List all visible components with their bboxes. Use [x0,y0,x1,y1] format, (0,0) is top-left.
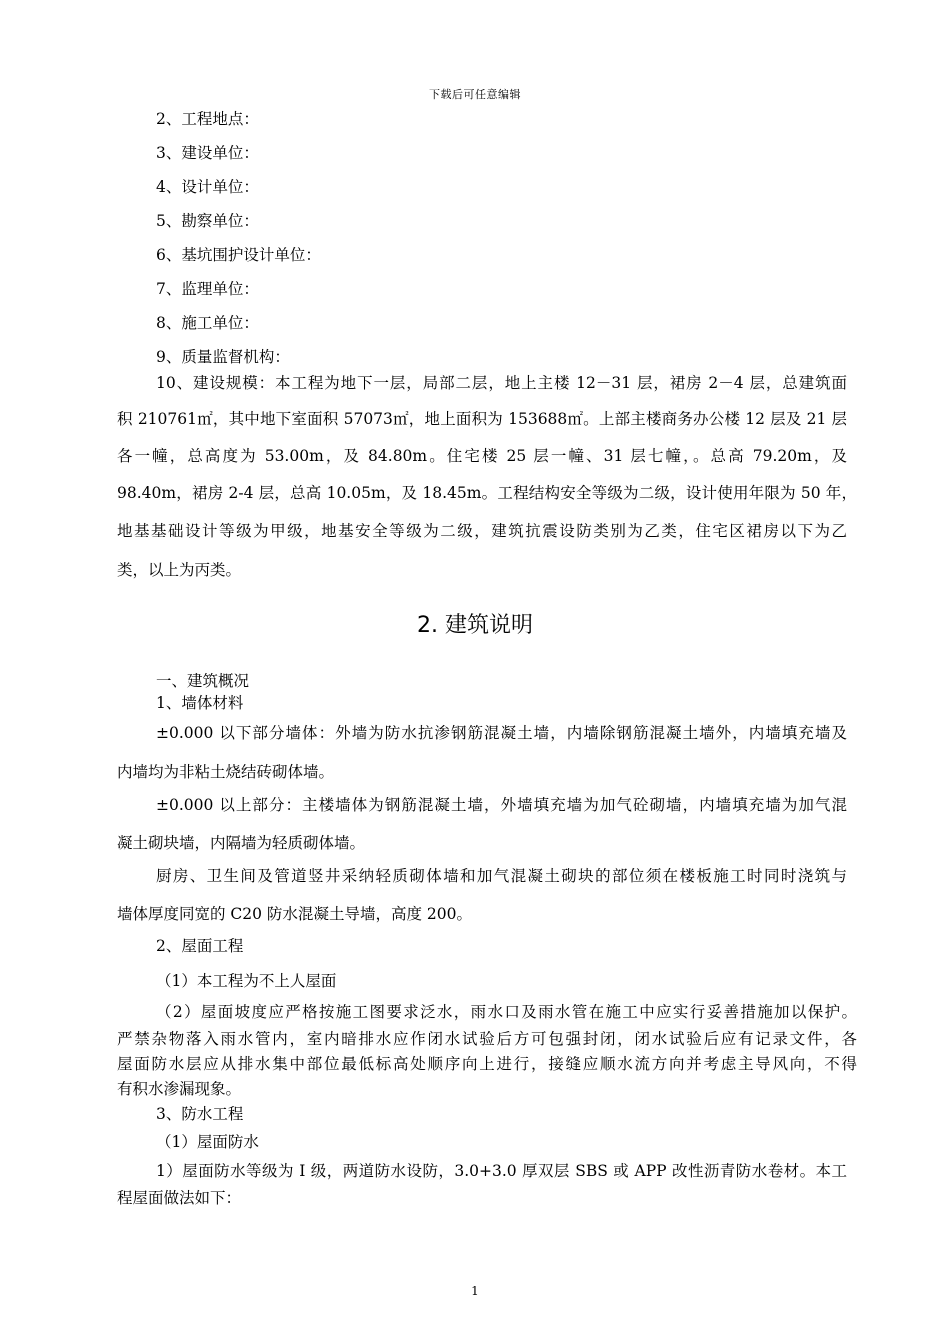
roof-item: （1）本工程为不上人屋面 [156,972,337,990]
project-item-quality: 9、质量监督机构： [156,348,290,366]
project-item-designer: 4、设计单位： [156,178,259,196]
page-number: 1 [471,1284,479,1298]
page-header: 下载后可任意编辑 [429,88,521,101]
roof-paragraph-line: 屋面防水层应从排水集中部位最低标高处顺序向上进行，接缝应顺水流方向并考虑主导风向，不得 [117,1055,857,1073]
project-item-contractor: 8、施工单位： [156,314,259,332]
overview-heading: 一、建筑概况 [156,672,250,690]
wall-paragraph-line: ±0.000 以下部分墙体：外墙为防水抗渗钢筋混凝土墙，内墙除钢筋混凝土墙外，内墙填充墙及 [156,724,847,742]
scale-paragraph-line: 各一幢，总高度为 53.00m，及 84.80m。住宅楼 25 层一幢、31 层七幢，。总高 79.20m，及 [117,447,847,465]
wall-paragraph-line: 凝土砌块墙，内隔墙为轻质砌体墙。 [117,834,366,852]
roof-paragraph-line: 严禁杂物落入雨水管内，室内暗排水应作闭水试验后方可包强封闭，闭水试验后应有记录文件，各 [117,1030,857,1048]
waterproof-subheading: （1）屋面防水 [156,1133,259,1151]
project-item-survey: 5、勘察单位： [156,212,259,230]
waterproof-paragraph-line: 程屋面做法如下： [117,1189,242,1207]
scale-paragraph-line: 98.40m，裙房 2-4 层，总高 10.05m，及 18.45m。工程结构安全等级为二级，设计使用年限为 50 年， [117,484,857,502]
roof-paragraph-line: 有积水渗漏现象。 [117,1080,242,1098]
project-item-supervisor: 7、监理单位： [156,280,259,298]
project-item-pit-design: 6、基坑围护设计单位： [156,246,321,264]
wall-heading: 1、墙体材料 [156,694,244,712]
roof-paragraph-line: （2）屋面坡度应严格按施工图要求泛水，雨水口及雨水管在施工中应实行妥善措施加以保护。 [156,1003,857,1021]
wall-paragraph-line: 厨房、卫生间及管道竖井采纳轻质砌体墙和加气混凝土砌块的部位须在楼板施工时同时浇筑与 [156,867,847,885]
roof-heading: 2、屋面工程 [156,937,244,955]
project-item-owner: 3、建设单位： [156,144,259,162]
waterproof-heading: 3、防水工程 [156,1105,244,1123]
wall-paragraph-line: ±0.000 以上部分：主楼墙体为钢筋混凝土墙，外墙填充墙为加气砼砌墙，内墙填充墙为加气混 [156,796,847,814]
scale-paragraph-line: 10、建设规模：本工程为地下一层，局部二层，地上主楼 12－31 层，裙房 2－4 层，总建筑面 [156,374,847,392]
scale-paragraph-line: 地基基础设计等级为甲级，地基安全等级为二级，建筑抗震设防类别为乙类，住宅区裙房以下为乙 [117,522,847,540]
waterproof-paragraph-line: 1）屋面防水等级为 I 级，两道防水设防，3.0+3.0 厚双层 SBS 或 APP 改性沥青防水卷材。本工 [156,1162,847,1180]
scale-paragraph-line: 类，以上为丙类。 [117,561,242,579]
project-item-location: 2、工程地点： [156,110,259,128]
section-title: 2. 建筑说明 [417,613,533,638]
wall-paragraph-line: 内墙均为非粘土烧结砖砌体墙。 [117,763,335,781]
wall-paragraph-line: 墙体厚度同宽的 C20 防水混凝土导墙，高度 200。 [117,905,472,923]
scale-paragraph-line: 积 210761㎡，其中地下室面积 57073㎡，地上面积为 153688㎡。上部主楼商务办公楼 12 层及 21 层 [117,410,847,428]
